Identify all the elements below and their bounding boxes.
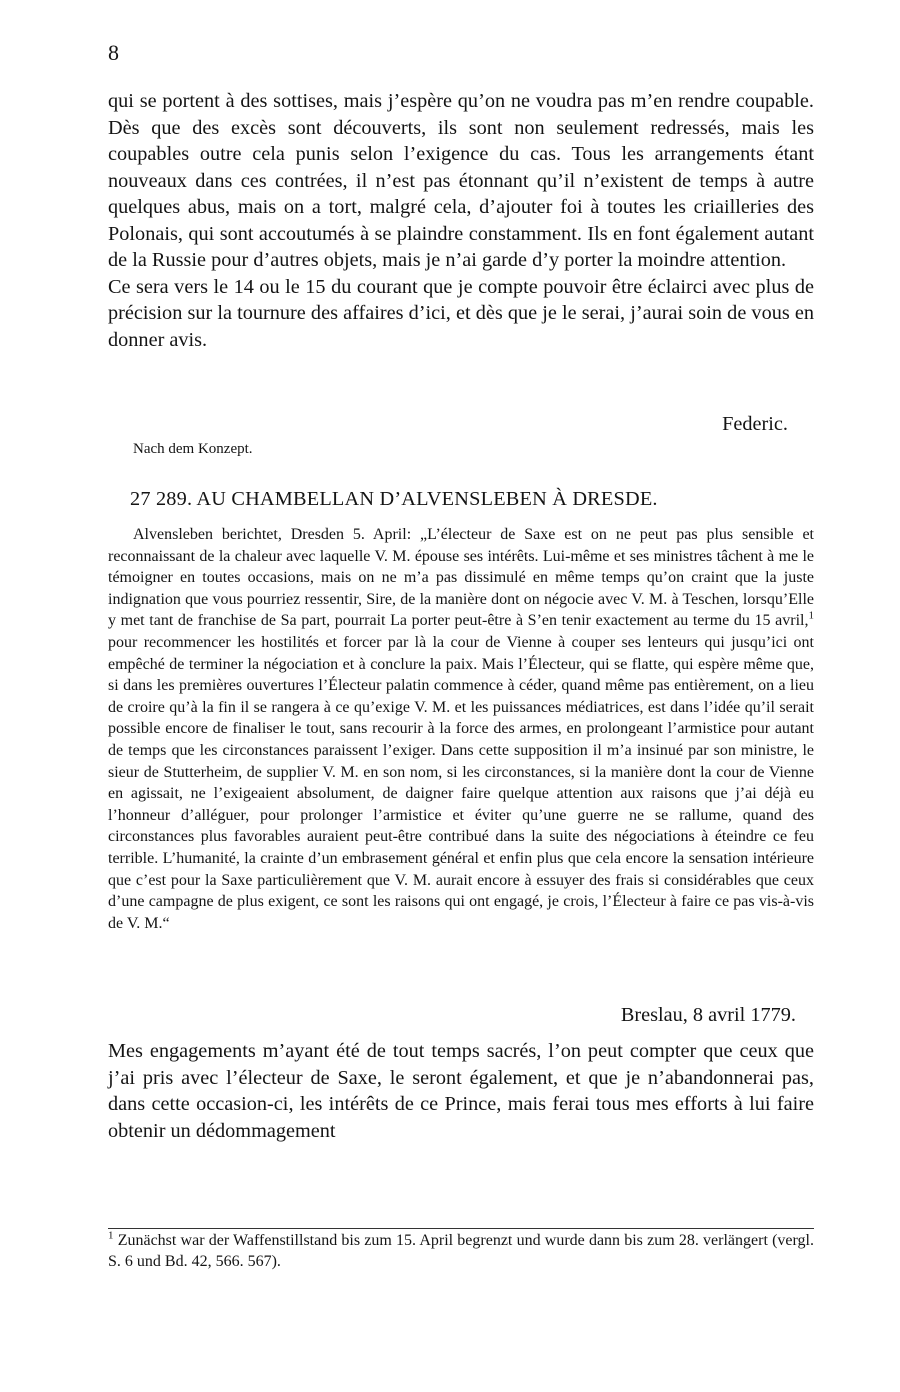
reply-body <box>108 1038 814 1144</box>
dateline: Breslau, 8 avril 1779. <box>620 1004 796 1026</box>
letter-paragraph-2: Ce sera vers le 14 ou le 15 du courant que je compte pouvoir être éclairci avec plus de précision sur la tournure des affaires d’ici, et dès que je le serai, j’aurai soin de vous en donner avis. <box>108 275 814 351</box>
footnote <box>108 1230 814 1272</box>
report-paragraph <box>108 524 814 934</box>
report-summary <box>108 524 814 934</box>
footnote-reference: 1 <box>808 610 814 623</box>
report-text-before-note: Alvensleben berichtet, Dresden 5. April: „L’électeur de Saxe est on ne peut pas plus sensible et reconnaissant de la chaleur avec laquelle V. M. épouse ses intérêts. Lui-même et ses ministres tâchent à me le témoigner en toutes occasions, mais on ne m’a pas dissimulé en même temps qu’on craint que la juste indignation que vous pourriez ressentir, Sire, de la manière dont on négocie avec V. M. à Teschen, lorsqu’Elle y met tant de franchise de Sa part, pourrait La porter peut-être à S’en tenir exactement au terme du 15 avril, <box>108 526 814 630</box>
page-number: 8 <box>108 40 119 65</box>
footnote-divider <box>108 1228 814 1229</box>
document-heading: 27 289. AU CHAMBELLAN D’ALVENSLEBEN À DRESDE. <box>130 488 658 510</box>
letter-body <box>108 88 814 353</box>
signature: Federic. <box>722 413 788 435</box>
footnote-mark: 1 <box>108 1229 114 1242</box>
report-text-after-note: pour recommencer les hostilités et forcer par là la cour de Vienne à couper ses lenteurs qui jusqu’ici ont empêché de terminer la négociation et à conclure la paix. Mais l’Électeur, qui se flatte, qui espère même que, si dans les premières ouvertures l’Électeur palatin commence à céder, quand même pas entièrement, on a lieu de croire qu’à la fin il se rangera à ce qu’exige V. M. et les puissances médiatrices, est dans l’idée qu’il serait possible encore de finaliser le tout, sans recourir à la force des armes, en prolongeant l’armistice pour autant de temps que les circonstances paraissent l’exiger. Dans cette supposition il m’a insinué par son ministre, le sieur de Stutterheim, de supplier V. M. en son nom, si les circonstances, si la manière dont la cour de Vienne en agissait, ne l’exigeaient absolument, de daigner faire quelque attention aux raisons que j’ai déjà eu l’honneur d’alléguer, pour prolonger l’armistice et éviter qu’une guerre ne se rallume, quand des circonstances plus favorables auraient peut-être contribué dans la suite des négociations à éteindre ce feu terrible. L’humanité, la crainte d’un embrasement général et enfin plus que cela encore la sensation intérieure que c’est pour la Saxe particulièrement que V. M. aurait encore à essuyer des frais si considérables que ceux d’une campagne de plus exigent, ce sont les raisons qui ont engagé, je crois, l’Électeur à faire ce pas vis-à-vis de V. M.“ <box>108 633 814 932</box>
footnote-paragraph <box>108 1230 814 1272</box>
source-note: Nach dem Konzept. <box>133 441 253 457</box>
footnote-text: Zunächst war der Waffenstillstand bis zum 15. April begrenzt und wurde dann bis zum 28. verlängert (vergl. S. 6 und Bd. 42, 566. 567). <box>108 1232 814 1270</box>
letter-paragraph-1: qui se portent à des sottises, mais j’espère qu’on ne voudra pas m’en rendre coupable. Dès que des excès sont découverts, ils sont non seulement redressés, mais les coupables outre cela punis selon l’exigence du cas. Tous les arrangements étant nouveaux dans ces contrées, il n’est pas étonnant qu’il n’existent de temps à autre quelques abus, mais on a tort, malgré cela, d’ajouter foi à toutes les criailleries des Polonais, qui sont accoutumés à se plaindre constamment. Ils en font également autant de la Russie pour d’autres objets, mais je n’ai garde d’y porter la moindre attention. <box>108 90 814 271</box>
reply-paragraph: Mes engagements m’ayant été de tout temps sacrés, l’on peut compter que ceux que j’ai pris avec l’électeur de Saxe, le seront également, et que je n’abandonnerai pas, dans cette occasion-ci, les intérêts de ce Prince, mais ferai tous mes efforts à lui faire obtenir un dédommagement <box>108 1040 814 1142</box>
